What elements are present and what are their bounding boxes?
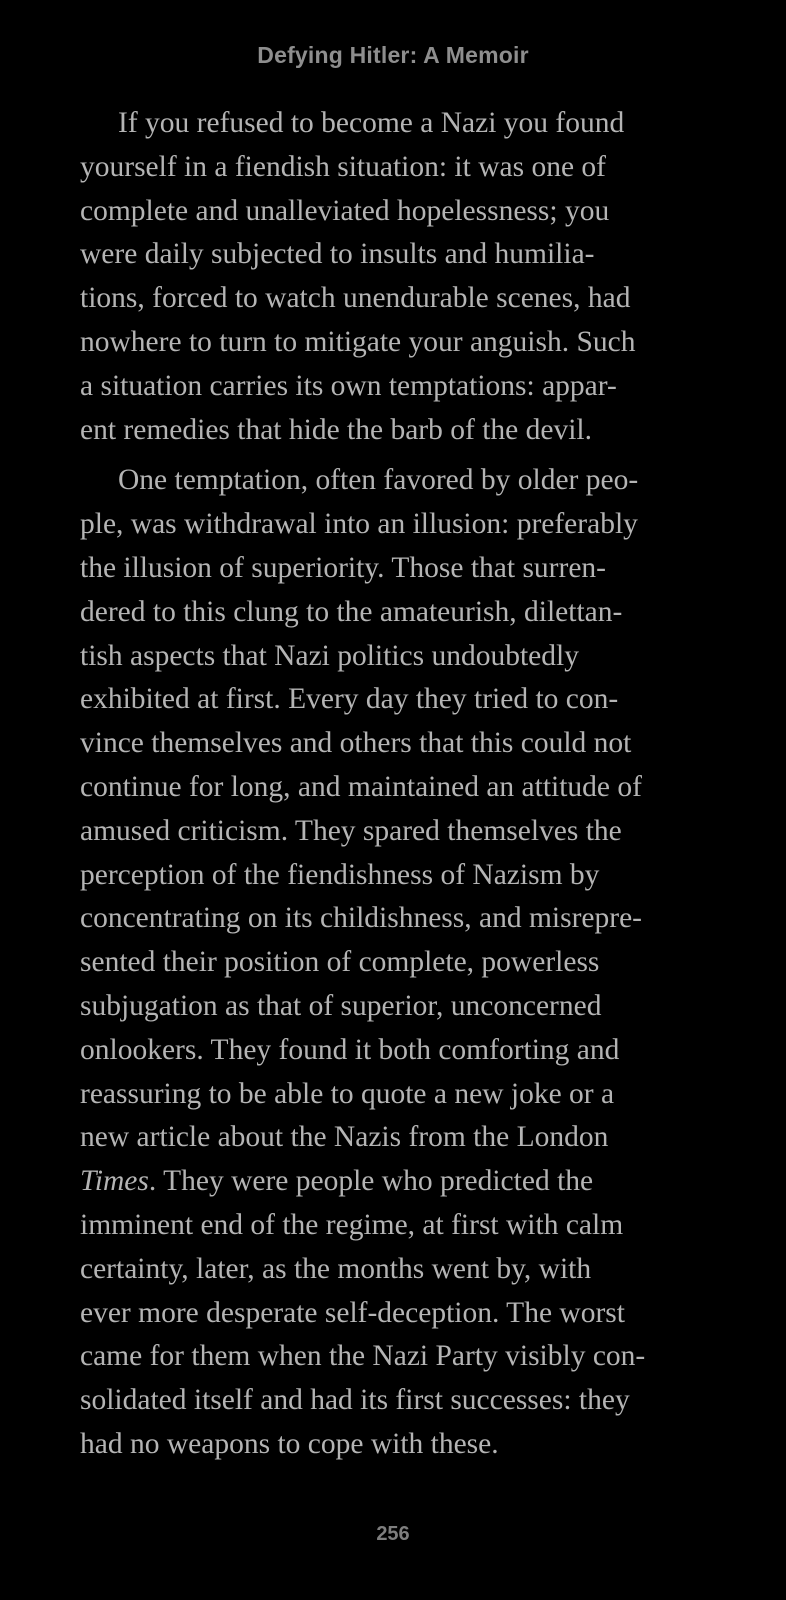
text-line: subjugation as that of superior, unconcerned <box>80 989 602 1022</box>
text-line: ever more desperate self-deception. The worst <box>80 1296 625 1329</box>
text-line: were daily subjected to insults and humilia- <box>80 238 595 271</box>
text-fragment: . They were people who predicted the <box>148 1165 594 1198</box>
text-line: complete and unalleviated hopelessness; you <box>80 194 610 227</box>
text-line: a situation carries its own temptations: appar- <box>80 369 617 402</box>
text-line: imminent end of the regime, at first with calm <box>80 1208 624 1241</box>
text-line: tions, forced to watch unendurable scenes, had <box>80 282 631 315</box>
text-line: dered to this clung to the amateurish, dilettan- <box>80 595 623 628</box>
text-line: new article about the Nazis from the London <box>80 1121 609 1154</box>
page-number: 256 <box>376 1523 410 1545</box>
text-line: tish aspects that Nazi politics undoubtedly <box>80 639 579 672</box>
text-line-with-italic <box>80 1160 720 1204</box>
text-line: had no weapons to cope with these. <box>80 1427 499 1460</box>
text-line: solidated itself and had its first successes: they <box>80 1384 630 1417</box>
text-line: perception of the fiendishness of Nazism by <box>80 858 600 891</box>
book-text <box>80 102 720 1467</box>
text-line: concentrating on its childishness, and misrepre- <box>80 902 642 935</box>
text-line: reassuring to be able to quote a new joke or a <box>80 1077 615 1110</box>
italic-title: Times <box>80 1165 149 1198</box>
text-line: came for them when the Nazi Party visibly con- <box>80 1340 646 1373</box>
text-line: certainty, later, as the months went by, with <box>80 1252 592 1285</box>
text-line: exhibited at first. Every day they tried to con- <box>80 683 619 716</box>
text-line: ent remedies that hide the barb of the devil. <box>80 413 592 446</box>
text-line: sented their position of complete, powerless <box>80 946 600 979</box>
text-line: onlookers. They found it both comforting and <box>80 1033 620 1066</box>
text-line: ple, was withdrawal into an illusion: preferably <box>80 508 638 541</box>
text-line: If you refused to become a Nazi you found <box>118 107 625 139</box>
text-line: amused criticism. They spared themselves the <box>80 814 622 847</box>
text-line: the illusion of superiority. Those that surren- <box>80 551 606 584</box>
text-line: continue for long, and maintained an attitude of <box>80 770 642 803</box>
paragraph-spacer <box>80 452 720 459</box>
text-line: vince themselves and others that this could not <box>80 727 632 760</box>
text-line: One temptation, often favored by older peo- <box>118 464 639 497</box>
paragraph <box>80 459 720 1466</box>
text-line: nowhere to turn to mitigate your anguish. Such <box>80 325 636 358</box>
text-line: yourself in a fiendish situation: it was one of <box>80 150 606 183</box>
paragraph <box>80 102 720 452</box>
book-title: Defying Hitler: A Memoir <box>257 42 529 68</box>
